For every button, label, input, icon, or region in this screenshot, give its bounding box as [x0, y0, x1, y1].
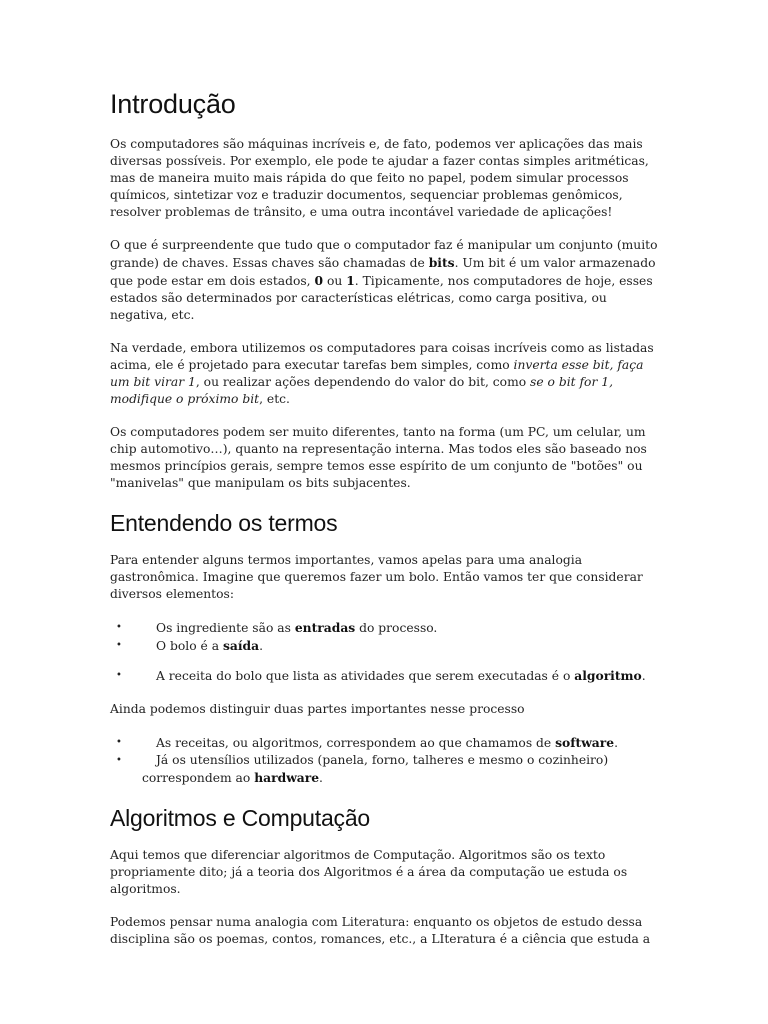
document-body [110, 86, 658, 964]
section-algoritmos [110, 803, 658, 833]
text-run: Já os utensílios utilizados (panela, forno, talheres e mesmo o cozinheiro) correspondem ao [142, 753, 609, 785]
text-run: . Tipicamente, nos computadores de hoje, esses estados são determinados por características elétricas, como carga positiva, ou negativa, etc. [110, 274, 653, 322]
intro-paragraph-3 [110, 340, 658, 408]
terms-paragraph-1: Para entender alguns termos importantes, vamos apelas para uma analogia gastronômica. Imagine que queremos fazer um bolo. Então vamos ter que considerar diversos elementos: [110, 553, 643, 601]
terms-paragraph-2: Ainda podemos distinguir duas partes importantes nesse processo [110, 702, 525, 716]
section-heading-termos: Entendendo os termos [110, 510, 338, 536]
text-run: , ou realizar ações dependendo do valor do bit, como [195, 375, 531, 389]
text-run: . [259, 639, 263, 653]
text-run: do processo. [355, 621, 438, 635]
text-run: . [319, 771, 323, 785]
text-run: Os ingrediente são as [156, 621, 295, 635]
text-run: As receitas, ou algoritmos, correspondem ao que chamamos de [156, 736, 556, 750]
text-run: , etc. [259, 392, 290, 406]
algo-paragraph-1: Aqui temos que diferenciar algoritmos de Computação. Algoritmos são os texto propriamente dito; já a teoria dos Algoritmos é a área da computação ue estuda os algoritmos. [110, 848, 628, 896]
bold-term-zero: 0 [314, 273, 324, 288]
text-run: O que é surpreendente que tudo que o computador faz é manipular um conjunto (muito grande) de chaves. Essas chaves são chamadas de [110, 238, 658, 270]
bullet-icon: • [116, 670, 122, 681]
list-item [110, 752, 658, 787]
italic-example-2: se o bit for 1, modifique o próximo bit [110, 375, 613, 406]
bullet-icon: • [116, 755, 122, 766]
bullet-list-software-hardware [110, 734, 658, 787]
text-run: . [641, 669, 646, 683]
text-run: ou [323, 274, 347, 288]
section-heading-introducao: Introdução [110, 89, 236, 119]
bullet-icon: • [116, 737, 122, 748]
section-terms [110, 508, 658, 538]
bullet-icon: • [116, 622, 122, 633]
list-item [110, 637, 658, 655]
list-item [110, 667, 658, 685]
intro-paragraph-1: Os computadores são máquinas incríveis e, de fato, podemos ver aplicações das mais diversas possíveis. Por exemplo, ele pode te ajudar a fazer contas simples aritméticas, mas de maneira muito mais rápida do que feito no papel, podem simular processos químicos, sintetizar voz e traduzir documentos, sequenciar problemas genômicos, resolver problemas de trânsito, e uma outra incontável variedade de aplicações! [110, 137, 649, 219]
bullet-icon: • [116, 640, 122, 651]
list-item [110, 734, 658, 752]
text-run: A receita do bolo que lista as atividades que serem executadas é o [156, 669, 575, 683]
italic-example-1: inverta esse bit, faça um bit virar 1 [110, 358, 644, 389]
bold-term: saída [222, 638, 260, 653]
bold-term-one: 1 [346, 273, 355, 288]
bold-term: software [555, 735, 615, 750]
bold-term-bits: bits [428, 255, 455, 270]
algo-paragraph-2: Podemos pensar numa analogia com Literatura: enquanto os objetos de estudo dessa disciplina são os poemas, contos, romances, etc., a LIteratura é a ciência que estuda a [110, 915, 651, 946]
bold-term: hardware [254, 770, 320, 785]
text-run: O bolo é a [156, 639, 223, 653]
text-run: . [614, 736, 618, 750]
bullet-list-ingredients [110, 619, 658, 685]
intro-paragraph-2 [110, 237, 658, 324]
text-run: Na verdade, embora utilizemos os computadores para coisas incríveis como as listadas acima, ele é projetado para executar tarefas bem simples, como [110, 341, 654, 372]
text-run: . Um bit é um valor armazenado que pode estar em dois estados, [110, 256, 656, 288]
intro-paragraph-4: Os computadores podem ser muito diferentes, tanto na forma (um PC, um celular, um chip automotivo…), quanto na representação interna. Mas todos eles são baseado nos mesmos princípios gerais, sempre temos esse espírito de um conjunto de "botões" ou "manivelas" que manipulam os bits subjacentes. [110, 425, 647, 490]
list-item [110, 619, 658, 637]
section-heading-algoritmos: Algoritmos e Computação [110, 805, 371, 831]
bold-term: algoritmo [574, 668, 642, 683]
bold-term: entradas [294, 620, 356, 635]
